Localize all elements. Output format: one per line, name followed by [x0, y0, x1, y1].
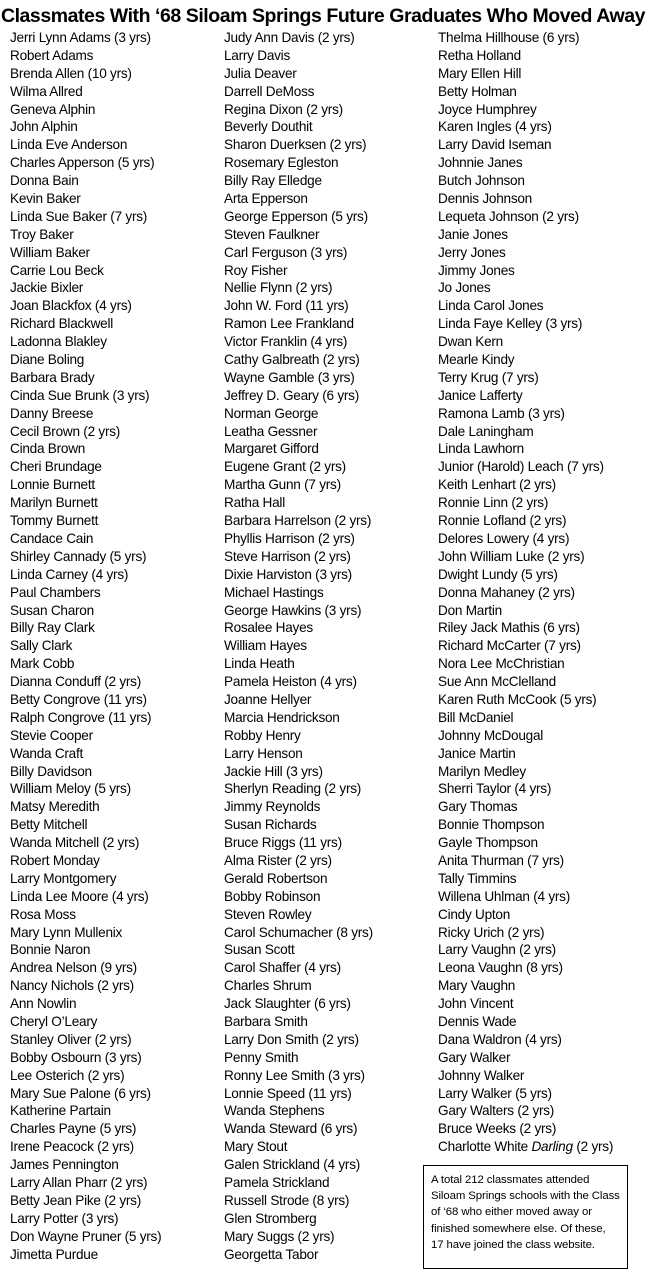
- classmate-name: Willena Uhlman (4 yrs): [438, 888, 570, 904]
- classmate-name: Susan Scott: [224, 942, 295, 958]
- classmate-name: Dale Laningham: [438, 423, 534, 439]
- classmate-name: Stanley Oliver (2 yrs): [10, 1031, 132, 1047]
- classmate-name: Bruce Riggs (11 yrs): [224, 835, 342, 851]
- classmate-name: John W. Ford (11 yrs): [224, 298, 349, 314]
- classmate-name: Linda Lee Moore (4 yrs): [10, 888, 149, 904]
- classmate-name: Roy Fisher: [224, 262, 288, 278]
- classmate-name: Jeffrey D. Geary (6 yrs): [224, 387, 360, 403]
- classmate-name: Linda Faye Kelley (3 yrs): [438, 316, 583, 332]
- classmate-name: Dixie Harviston (3 yrs): [224, 566, 352, 582]
- name-column-2: [224, 29, 373, 1263]
- classmate-name: Ann Nowlin: [10, 996, 77, 1012]
- classmate-name: John Vincent: [438, 996, 514, 1012]
- classmate-name: Troy Baker: [10, 226, 74, 242]
- classmate-name: Barbara Harrelson (2 yrs): [224, 513, 372, 529]
- classmate-name: Regina Dixon (2 yrs): [224, 101, 343, 117]
- classmate-name: Rosalee Hayes: [224, 620, 313, 636]
- classmate-name: Johnnie Janes: [438, 155, 523, 171]
- classmate-name: Beverly Douthit: [224, 119, 313, 135]
- classmate-name: Nora Lee McChristian: [438, 656, 565, 672]
- classmate-name: Billy Ray Elledge: [224, 173, 322, 189]
- classmate-name: Eugene Grant (2 yrs): [224, 459, 346, 475]
- classmate-name: Larry Henson: [224, 745, 303, 761]
- classmate-name: Tally Timmins: [438, 870, 517, 886]
- classmate-name: Don Wayne Pruner (5 yrs): [10, 1228, 162, 1244]
- classmate-name: Darrell DeMoss: [224, 83, 315, 99]
- classmate-name: Janice Martin: [438, 745, 516, 761]
- classmate-name: Riley Jack Mathis (6 yrs): [438, 620, 580, 636]
- classmate-name: Bill McDaniel: [438, 709, 514, 725]
- classmate-name: Ronny Lee Smith (3 yrs): [224, 1067, 365, 1083]
- classmate-name: Larry Davis: [224, 47, 290, 63]
- classmate-name: Mary Vaughn: [438, 978, 516, 994]
- classmate-name: James Pennington: [10, 1157, 119, 1173]
- classmate-name-text: Charlotte White: [438, 1139, 528, 1155]
- classmate-name: Lonnie Speed (11 yrs): [224, 1085, 352, 1101]
- classmate-name: Barbara Smith: [224, 1013, 308, 1029]
- classmate-name: Dennis Johnson: [438, 191, 532, 207]
- classmate-name: Kevin Baker: [10, 191, 81, 207]
- classmate-name: Shirley Cannady (5 yrs): [10, 548, 147, 564]
- classmate-name: Linda Lawhorn: [438, 441, 524, 457]
- classmate-name: Rosemary Egleston: [224, 155, 339, 171]
- classmate-name: Lequeta Johnson (2 yrs): [438, 208, 579, 224]
- classmate-name: Carol Schumacher (8 yrs): [224, 924, 373, 940]
- classmate-name: Retha Holland: [438, 47, 521, 63]
- classmate-name: William Baker: [10, 244, 90, 260]
- classmate-name: William Meloy (5 yrs): [10, 781, 131, 797]
- classmate-name: Dwight Lundy (5 yrs): [438, 566, 558, 582]
- classmate-name: Tommy Burnett: [10, 513, 99, 529]
- classmate-name: Robby Henry: [224, 727, 301, 743]
- classmate-name: Michael Hastings: [224, 584, 324, 600]
- classmate-name: Charles Payne (5 yrs): [10, 1121, 137, 1137]
- classmate-name: Katherine Partain: [10, 1103, 111, 1119]
- classmate-name: Galen Strickland (4 yrs): [224, 1157, 361, 1173]
- classmate-name: Mark Cobb: [10, 656, 75, 672]
- classmate-name: Sherri Taylor (4 yrs): [438, 781, 552, 797]
- classmate-name: Junior (Harold) Leach (7 yrs): [438, 459, 604, 475]
- classmate-name: Russell Strode (8 yrs): [224, 1192, 350, 1208]
- classmate-name: Bonnie Thompson: [438, 817, 545, 833]
- classmate-name: Larry Montgomery: [10, 870, 117, 886]
- classmate-name: Jimmy Jones: [438, 262, 515, 278]
- classmate-name: Ronnie Lofland (2 yrs): [438, 513, 567, 529]
- classmate-name: Wanda Craft: [10, 745, 84, 761]
- classmate-name: John Alphin: [10, 119, 78, 135]
- classmate-name: Brenda Allen (10 yrs): [10, 65, 132, 81]
- classmate-name: Carl Ferguson (3 yrs): [224, 244, 348, 260]
- classmate-name: Georgetta Tabor: [224, 1246, 319, 1262]
- classmate-name: [438, 1138, 613, 1156]
- classmate-name: Pamela Heiston (4 yrs): [224, 674, 357, 690]
- classmate-name: Wanda Steward (6 yrs): [224, 1121, 358, 1137]
- classmate-name: Bobby Robinson: [224, 888, 321, 904]
- classmate-name: Danny Breese: [10, 405, 94, 421]
- classmate-name: Jerri Lynn Adams (3 yrs): [10, 30, 151, 45]
- classmate-name: Sharon Duerksen (2 yrs): [224, 137, 367, 153]
- classmate-name: Victor Franklin (4 yrs): [224, 334, 348, 350]
- classmate-name: Margaret Gifford: [224, 441, 319, 457]
- classmate-name: Cheryl O’Leary: [10, 1013, 98, 1029]
- classmate-name: Susan Charon: [10, 602, 94, 618]
- classmate-name: Ralph Congrove (11 yrs): [10, 709, 152, 725]
- classmate-name: Marilyn Medley: [438, 763, 526, 779]
- classmate-name: Robert Monday: [10, 852, 100, 868]
- classmate-name: Pamela Strickland: [224, 1175, 330, 1190]
- classmate-name: Larry Potter (3 yrs): [10, 1210, 119, 1226]
- classmate-name: Mary Suggs (2 yrs): [224, 1228, 335, 1244]
- classmate-name: Sally Clark: [10, 638, 73, 654]
- classmate-name: Larry Don Smith (2 yrs): [224, 1031, 359, 1047]
- maiden-name-text: Darling: [531, 1139, 573, 1155]
- classmate-name: Steven Faulkner: [224, 226, 320, 242]
- name-column-3: [438, 29, 613, 1156]
- classmate-name: Jimetta Purdue: [10, 1246, 98, 1262]
- classmate-name: Janie Jones: [438, 226, 508, 242]
- classmate-name: Robert Adams: [10, 47, 94, 63]
- classmate-name: Carol Shaffer (4 yrs): [224, 960, 341, 976]
- classmate-name: Linda Heath: [224, 656, 295, 672]
- classmate-name: Larry Walker (5 yrs): [438, 1085, 552, 1101]
- classmate-name: Steve Harrison (2 yrs): [224, 548, 351, 564]
- classmate-name: Sherlyn Reading (2 yrs): [224, 781, 362, 797]
- classmate-name: Irene Peacock (2 yrs): [10, 1139, 134, 1155]
- classmate-name: Ramon Lee Frankland: [224, 316, 354, 332]
- classmate-name: Butch Johnson: [438, 173, 525, 189]
- classmate-name: Mary Ellen Hill: [438, 65, 522, 81]
- classmate-name: Gary Thomas: [438, 799, 518, 815]
- classmate-name: Dennis Wade: [438, 1013, 517, 1029]
- classmate-name: Betty Mitchell: [10, 817, 88, 833]
- classmate-name: Bonnie Naron: [10, 942, 91, 958]
- classmate-name: Johnny McDougal: [438, 727, 544, 743]
- classmate-name: Mary Sue Palone (6 yrs): [10, 1085, 151, 1101]
- classmate-name: Janice Lafferty: [438, 387, 523, 403]
- classmate-name: Geneva Alphin: [10, 101, 96, 117]
- classmate-name: Billy Ray Clark: [10, 620, 95, 636]
- classmate-name: Bruce Weeks (2 yrs): [438, 1121, 557, 1137]
- classmate-name: Ricky Urich (2 yrs): [438, 924, 545, 940]
- classmate-name: Glen Stromberg: [224, 1210, 317, 1226]
- classmate-name: Alma Rister (2 yrs): [224, 852, 332, 868]
- classmate-name: Ronnie Linn (2 yrs): [438, 495, 549, 511]
- classmate-name: Charles Shrum: [224, 978, 312, 994]
- classmate-name: Betty Congrove (11 yrs): [10, 691, 147, 707]
- classmate-name: Barbara Brady: [10, 369, 95, 385]
- classmate-name: Andrea Nelson (9 yrs): [10, 960, 137, 976]
- classmate-name: George Hawkins (3 yrs): [224, 602, 362, 618]
- classmate-name: Mary Stout: [224, 1139, 288, 1155]
- classmate-name: Gerald Robertson: [224, 870, 328, 886]
- classmate-name: Stevie Cooper: [10, 727, 93, 743]
- classmate-name: Larry Allan Pharr (2 yrs): [10, 1175, 148, 1190]
- classmate-name: Cindy Upton: [438, 906, 511, 922]
- classmate-name: Paul Chambers: [10, 584, 101, 600]
- classmate-name: Lee Osterich (2 yrs): [10, 1067, 125, 1083]
- classmate-name: Betty Jean Pike (2 yrs): [10, 1192, 141, 1208]
- classmate-name: Linda Eve Anderson: [10, 137, 128, 153]
- classmate-name: Lonnie Burnett: [10, 477, 95, 493]
- classmate-name: Carrie Lou Beck: [10, 262, 104, 278]
- classmate-name: Terry Krug (7 yrs): [438, 369, 539, 385]
- classmate-name: Gayle Thompson: [438, 835, 538, 851]
- classmate-name: Jackie Bixler: [10, 280, 84, 296]
- name-column-1: [10, 29, 161, 1263]
- classmate-name: Gary Walters (2 yrs): [438, 1103, 555, 1119]
- classmate-name: Nellie Flynn (2 yrs): [224, 280, 333, 296]
- classmate-name: Karen Ingles (4 yrs): [438, 119, 552, 135]
- classmate-name: Penny Smith: [224, 1049, 299, 1065]
- classmate-name: Norman George: [224, 405, 319, 421]
- classmate-name: Cheri Brundage: [10, 459, 102, 475]
- classmate-name: John William Luke (2 yrs): [438, 548, 585, 564]
- classmate-name: Marilyn Burnett: [10, 495, 98, 511]
- summary-note-box: A total 212 classmates attended Siloam Springs schools with the Class of ‘68 who either moved away or finished somewhere else. Of these, 17 have joined the class website.: [423, 1165, 628, 1269]
- classmate-name: Joyce Humphrey: [438, 101, 537, 117]
- classmate-name: Thelma Hillhouse (6 yrs): [438, 30, 580, 45]
- classmate-name: Sue Ann McClelland: [438, 674, 556, 690]
- classmate-name: Don Martin: [438, 602, 502, 618]
- classmate-name: Jack Slaughter (6 yrs): [224, 996, 351, 1012]
- classmate-name: Wanda Stephens: [224, 1103, 325, 1119]
- classmate-name: Susan Richards: [224, 817, 317, 833]
- classmate-name: Linda Sue Baker (7 yrs): [10, 208, 148, 224]
- classmate-name: Linda Carney (4 yrs): [10, 566, 129, 582]
- classmate-name: Karen Ruth McCook (5 yrs): [438, 691, 597, 707]
- classmate-name: Dianna Conduff (2 yrs): [10, 674, 142, 690]
- classmate-name: Wanda Mitchell (2 yrs): [10, 835, 140, 851]
- classmate-name: Betty Holman: [438, 83, 517, 99]
- classmate-name: Diane Boling: [10, 352, 85, 368]
- classmate-name: Gary Walker: [438, 1049, 511, 1065]
- classmate-name: Mearle Kindy: [438, 352, 515, 368]
- classmate-name: Leona Vaughn (8 yrs): [438, 960, 563, 976]
- classmate-name: Cinda Sue Brunk (3 yrs): [10, 387, 150, 403]
- classmate-name: Linda Carol Jones: [438, 298, 544, 314]
- classmate-name: Jimmy Reynolds: [224, 799, 321, 815]
- classmate-name: Bobby Osbourn (3 yrs): [10, 1049, 142, 1065]
- classmate-name: Marcia Hendrickson: [224, 709, 340, 725]
- classmate-name: Judy Ann Davis (2 yrs): [224, 30, 355, 45]
- years-text: (2 yrs): [576, 1139, 614, 1155]
- classmate-name: Charles Apperson (5 yrs): [10, 155, 155, 171]
- classmate-name: Keith Lenhart (2 yrs): [438, 477, 556, 493]
- classmate-name: Candace Cain: [10, 530, 94, 546]
- classmate-name: Mary Lynn Mullenix: [10, 924, 123, 940]
- classmate-name: Johnny Walker: [438, 1067, 525, 1083]
- classmate-name: Dwan Kern: [438, 334, 503, 350]
- classmate-name: Richard Blackwell: [10, 316, 114, 332]
- classmate-name: Ramona Lamb (3 yrs): [438, 405, 565, 421]
- classmate-name: Ladonna Blakley: [10, 334, 107, 350]
- classmate-name: Donna Bain: [10, 173, 79, 189]
- classmate-name: Cinda Brown: [10, 441, 86, 457]
- classmate-name: Donna Mahaney (2 yrs): [438, 584, 575, 600]
- classmate-name: Matsy Meredith: [10, 799, 100, 815]
- classmate-name: George Epperson (5 yrs): [224, 208, 368, 224]
- classmate-name: Dana Waldron (4 yrs): [438, 1031, 562, 1047]
- classmate-name: William Hayes: [224, 638, 307, 654]
- classmate-name: Billy Davidson: [10, 763, 92, 779]
- classmate-name: Wayne Gamble (3 yrs): [224, 369, 355, 385]
- classmate-name: Nancy Nichols (2 yrs): [10, 978, 134, 994]
- classmate-name: Joanne Hellyer: [224, 691, 312, 707]
- page-title: Classmates With ‘68 Siloam Springs Future Graduates Who Moved Away: [0, 5, 646, 27]
- classmate-name: Cathy Galbreath (2 yrs): [224, 352, 360, 368]
- classmate-name: Larry David Iseman: [438, 137, 552, 153]
- classmate-name: Jerry Jones: [438, 244, 506, 260]
- classmate-name: Anita Thurman (7 yrs): [438, 852, 564, 868]
- classmate-name: Steven Rowley: [224, 906, 312, 922]
- classmate-name: Larry Vaughn (2 yrs): [438, 942, 556, 958]
- classmate-name: Delores Lowery (4 yrs): [438, 530, 570, 546]
- classmate-name: Joan Blackfox (4 yrs): [10, 298, 132, 314]
- classmate-name: Jackie Hill (3 yrs): [224, 763, 323, 779]
- classmate-name: Martha Gunn (7 yrs): [224, 477, 341, 493]
- classmate-name: Jo Jones: [438, 280, 491, 296]
- classmate-name: Rosa Moss: [10, 906, 76, 922]
- classmate-name: Arta Epperson: [224, 191, 308, 207]
- classmate-name: Wilma Allred: [10, 83, 83, 99]
- classmate-name: Ratha Hall: [224, 495, 285, 511]
- classmate-name: Cecil Brown (2 yrs): [10, 423, 121, 439]
- classmate-name: Leatha Gessner: [224, 423, 318, 439]
- classmate-name: Phyllis Harrison (2 yrs): [224, 530, 355, 546]
- classmate-name: Richard McCarter (7 yrs): [438, 638, 581, 654]
- classmate-name: Julia Deaver: [224, 65, 297, 81]
